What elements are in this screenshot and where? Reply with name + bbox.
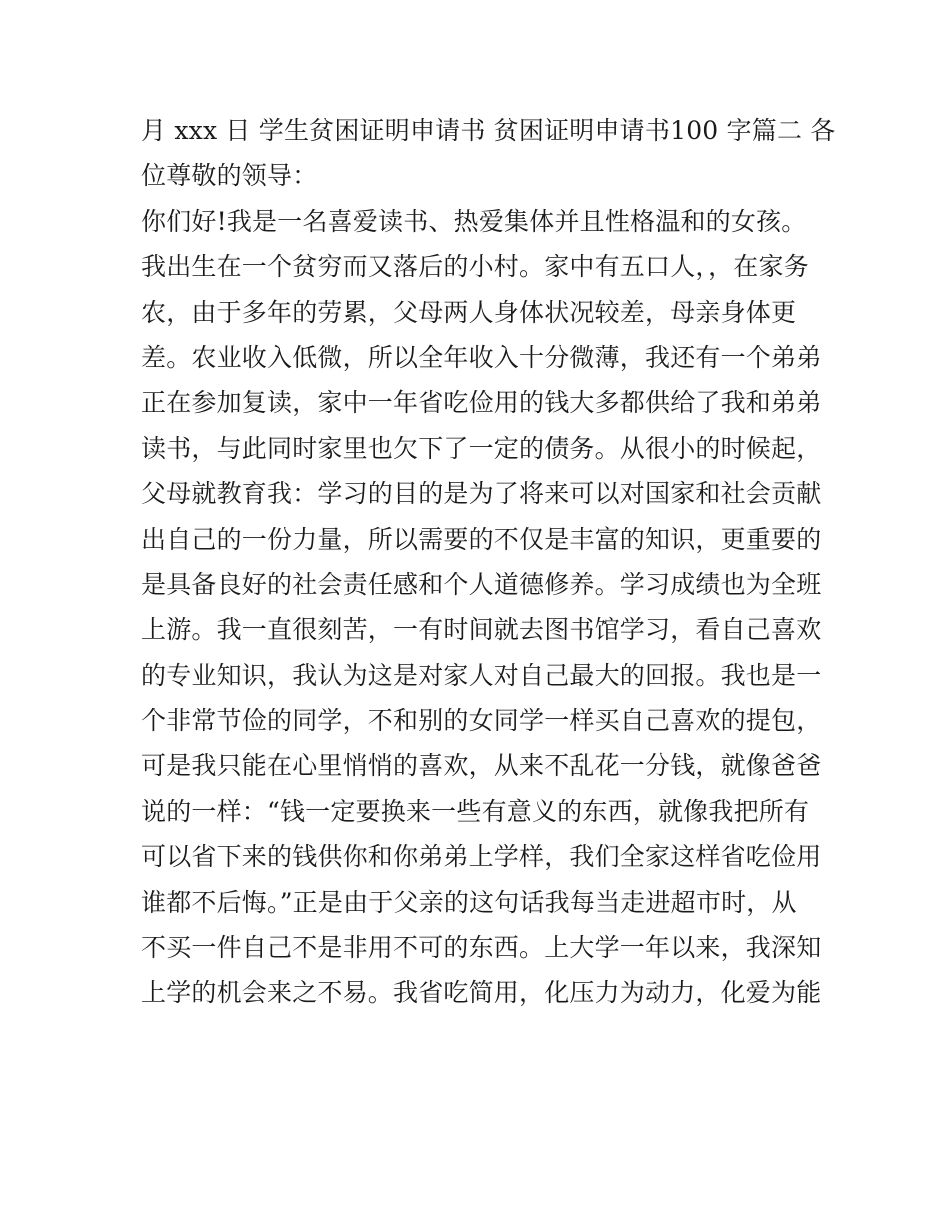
text-line: 读书，与此同时家里也欠下了一定的债务。从很小的时候起， <box>141 433 822 463</box>
text-line: 可是我只能在心里悄悄的喜欢，从来不乱花一分钱，就像爸爸 <box>141 751 822 781</box>
text-line: 我出生在一个贫穷而又落后的小村。家中有五口人，，在家务 <box>141 252 809 282</box>
text-line: 差。农业收入低微，所以全年收入十分微薄，我还有一个弟弟 <box>141 342 822 372</box>
text-line: 出自己的一份力量，所以需要的不仅是丰富的知识，更重要的 <box>141 524 822 554</box>
text-line: 谁都不后悔。”正是由于父亲的这句话我每当走进超市时，从 <box>141 887 797 917</box>
text-line: 的专业知识，我认为这是对家人对自己最大的回报。我也是一 <box>141 660 822 690</box>
text-line: 农，由于多年的劳累，父母两人身体状况较差，母亲身体更 <box>141 297 797 327</box>
text-line: 个非常节俭的同学，不和别的女同学一样买自己喜欢的提包， <box>141 706 822 736</box>
text-line: 月 xxx 日 学生贫困证明申请书 贫困证明申请书100 字篇二 各 <box>141 116 836 145</box>
text-line: 上游。我一直很刻苦，一有时间就去图书馆学习，看自己喜欢 <box>141 615 822 645</box>
text-line: 你们好!我是一名喜爱读书、热爱集体并且性格温和的女孩。 <box>141 206 807 236</box>
text-line: 上学的机会来之不易。我省吃简用，化压力为动力，化爱为能 <box>141 978 822 1008</box>
text-line: 可以省下来的钱供你和你弟弟上学样，我们全家这样省吃俭用 <box>141 842 822 872</box>
body-text <box>141 108 836 1016</box>
text-line: 位尊敬的领导： <box>141 161 318 191</box>
text-line: 是具备良好的社会责任感和个人道德修养。学习成绩也为全班 <box>141 569 822 599</box>
text-line: 不买一件自己不是非用不可的东西。上大学一年以来，我深知 <box>141 933 822 963</box>
text-line: 父母就教育我：学习的目的是为了将来可以对国家和社会贡献 <box>141 479 822 509</box>
text-line: 正在参加复读，家中一年省吃俭用的钱大多都供给了我和弟弟 <box>141 388 822 418</box>
text-line: 说的一样：“钱一定要换来一些有意义的东西，就像我把所有 <box>141 796 810 826</box>
